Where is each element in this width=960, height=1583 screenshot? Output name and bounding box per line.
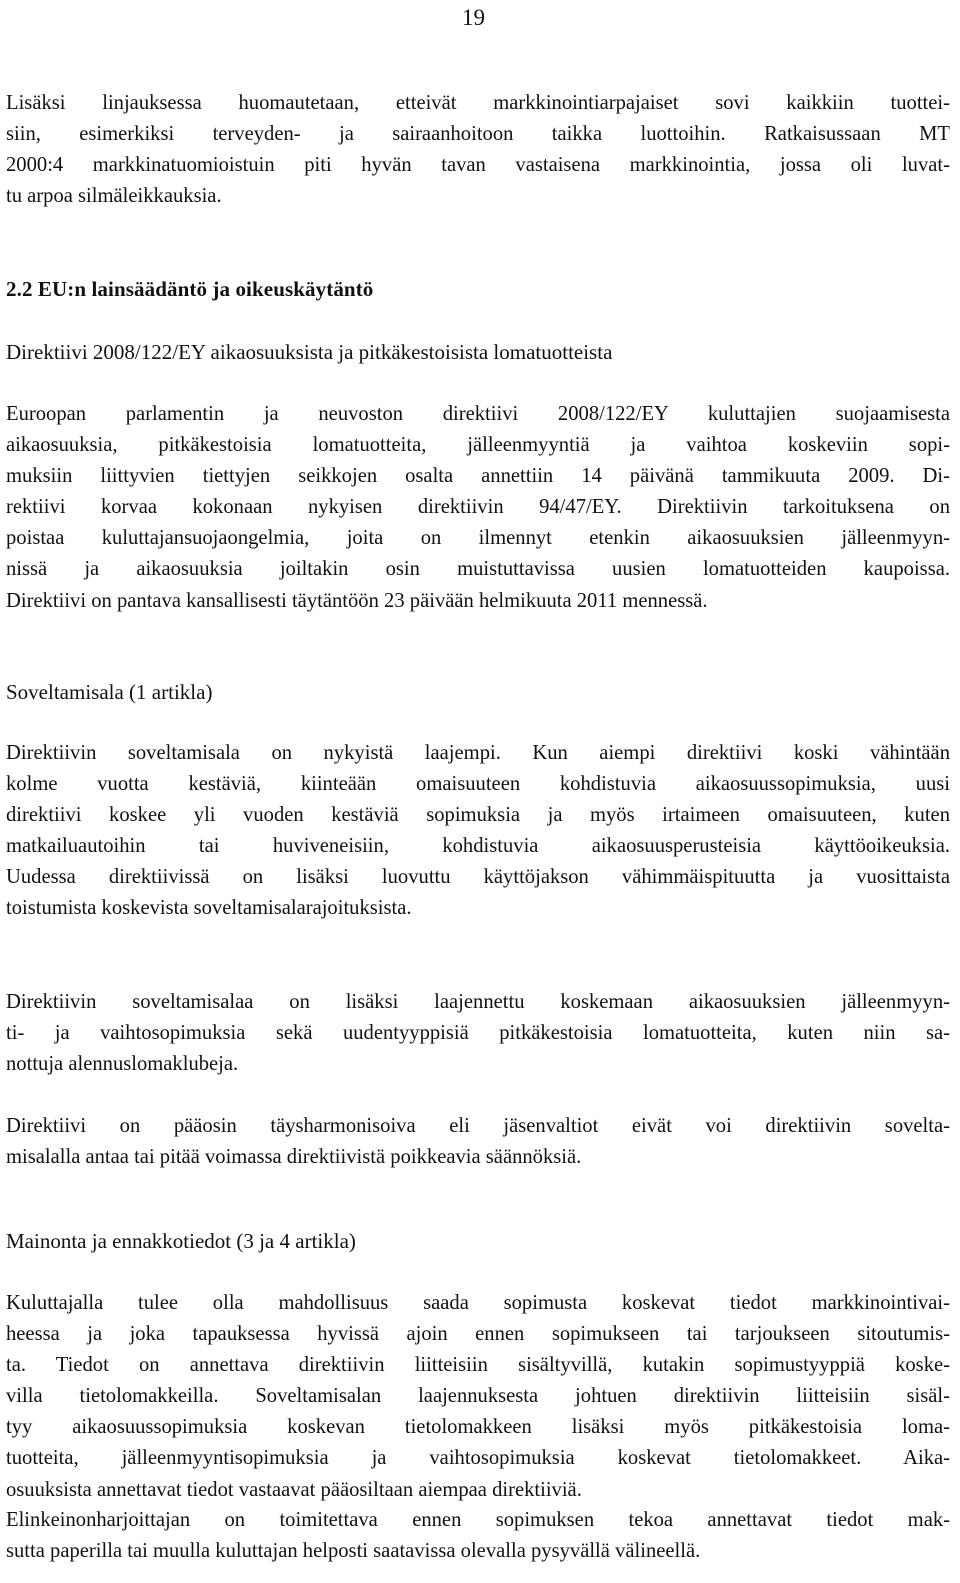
paragraph-linjaukset <box>6 88 950 212</box>
text-line: sutta paperilla tai muulla kuluttajan helposti saatavissa olevalla pysyvällä välineellä. <box>6 1540 701 1563</box>
text-line: Direktiivi on pantava kansallisesti täytäntöön 23 päivään helmikuuta 2011 mennessä. <box>6 589 708 612</box>
text-line: kolme vuotta kestäviä, kiinteään omaisuuteen kohdistuvia aikaosuussopimuksia, uusi <box>6 773 950 796</box>
subheading-directive: Direktiivi 2008/122/EY aikaosuuksista ja pitkäkestoisista lomatuotteista <box>6 340 613 364</box>
paragraph-scope-extension <box>6 987 950 1080</box>
text-line: tuotteita, jälleenmyyntisopimuksia ja vaihtosopimuksia koskevat tietolomakkeet. Aika- <box>6 1447 950 1470</box>
text-line: muksiin liittyvien tiettyjen seikkojen osalta annettiin 14 päivänä tammikuuta 2009. Di- <box>6 465 950 488</box>
text-line: Direktiivin soveltamisalaa on lisäksi laajennettu koskemaan aikaosuuksien jälleenmyyn- <box>6 991 950 1013</box>
paragraph-information-delivery <box>6 1505 950 1567</box>
text-line: nottuja alennuslomaklubeja. <box>6 1053 239 1076</box>
text-line: nissä ja aikaosuuksia joiltakin osin muistuttavissa uusien lomatuotteiden kaupoissa. <box>6 558 950 581</box>
text-line: toistumista koskevista soveltamisalarajoituksista. <box>6 897 412 920</box>
text-line: direktiivi koskee yli vuoden kestäviä sopimuksia ja myös irtaimeen omaisuuteen, kuten <box>6 804 950 827</box>
text-line: siin, esimerkiksi terveyden- ja sairaanhoitoon taikka luottoihin. Ratkaisussaan MT <box>6 123 950 146</box>
text-line: Direktiivi on pääosin täysharmonisoiva eli jäsenvaltiot eivät voi direktiivin sovelta- <box>6 1115 950 1137</box>
paragraph-scope <box>6 738 950 925</box>
text-line: villa tietolomakkeilla. Soveltamisalan laajennuksesta johtuen direktiivin liitteisiin sisäl- <box>6 1385 950 1408</box>
text-line: Elinkeinonharjoittajan on toimitettava ennen sopimuksen tekoa annettavat tiedot mak- <box>6 1509 950 1531</box>
text-line: aikaosuuksia, pitkäkestoisia lomatuotteita, jälleenmyyntiä ja vaihtoa koskeviin sopi- <box>6 434 950 457</box>
text-line: Lisäksi linjauksessa huomautetaan, etteivät markkinointiarpajaiset sovi kaikkiin tuottei- <box>6 92 950 114</box>
paragraph-directive-intro <box>6 399 950 617</box>
subheading-marketing: Mainonta ja ennakkotiedot (3 ja 4 artikla) <box>6 1229 356 1253</box>
text-line: ta. Tiedot on annettava direktiivin liitteisiin sisältyvillä, kutakin sopimustyyppiä koske- <box>6 1354 950 1377</box>
paragraph-marketing <box>6 1288 950 1506</box>
section-heading: 2.2 EU:n lainsäädäntö ja oikeuskäytäntö <box>6 277 374 301</box>
text-line: osuuksista annettavat tiedot vastaavat pääosiltaan aiempaa direktiiviä. <box>6 1478 582 1501</box>
text-line: misalalla antaa tai pitää voimassa direktiivistä poikkeavia säännöksiä. <box>6 1146 582 1169</box>
text-line: poistaa kuluttajansuojaongelmia, joita on ilmennyt etenkin aikaosuuksien jälleenmyyn- <box>6 527 950 550</box>
text-line: tu arpoa silmäleikkauksia. <box>6 185 222 208</box>
page-number: 19 <box>462 5 485 30</box>
text-line: Euroopan parlamentin ja neuvoston direktiivi 2008/122/EY kuluttajien suojaamisesta <box>6 403 950 425</box>
text-line: matkailuautoihin tai huviveneisiin, kohdistuvia aikaosuusperusteisia käyttöoikeuksia. <box>6 835 950 858</box>
paragraph-harmonisation <box>6 1111 950 1173</box>
text-line: heessa ja joka tapauksessa hyvissä ajoin ennen sopimukseen tai tarjoukseen sitoutumis- <box>6 1323 950 1346</box>
text-line: rektiivi korvaa kokonaan nykyisen direktiivin 94/47/EY. Direktiivin tarkoituksena on <box>6 496 950 519</box>
text-line: Uudessa direktiivissä on lisäksi luovuttu käyttöjakson vähimmäispituutta ja vuosittaista <box>6 866 950 889</box>
text-line: Kuluttajalla tulee olla mahdollisuus saada sopimusta koskevat tiedot markkinointivai- <box>6 1292 950 1314</box>
text-line: tyy aikaosuussopimuksia koskevan tietolomakkeen lisäksi myös pitkäkestoisia loma- <box>6 1416 950 1439</box>
text-line: 2000:4 markkinatuomioistuin piti hyvän tavan vastaisena markkinointia, jossa oli luvat- <box>6 154 950 177</box>
text-line: ti- ja vaihtosopimuksia sekä uudentyyppisiä pitkäkestoisia lomatuotteita, kuten niin sa- <box>6 1022 950 1045</box>
subheading-scope: Soveltamisala (1 artikla) <box>6 680 213 704</box>
text-line: Direktiivin soveltamisala on nykyistä laajempi. Kun aiempi direktiivi koski vähintään <box>6 742 950 764</box>
